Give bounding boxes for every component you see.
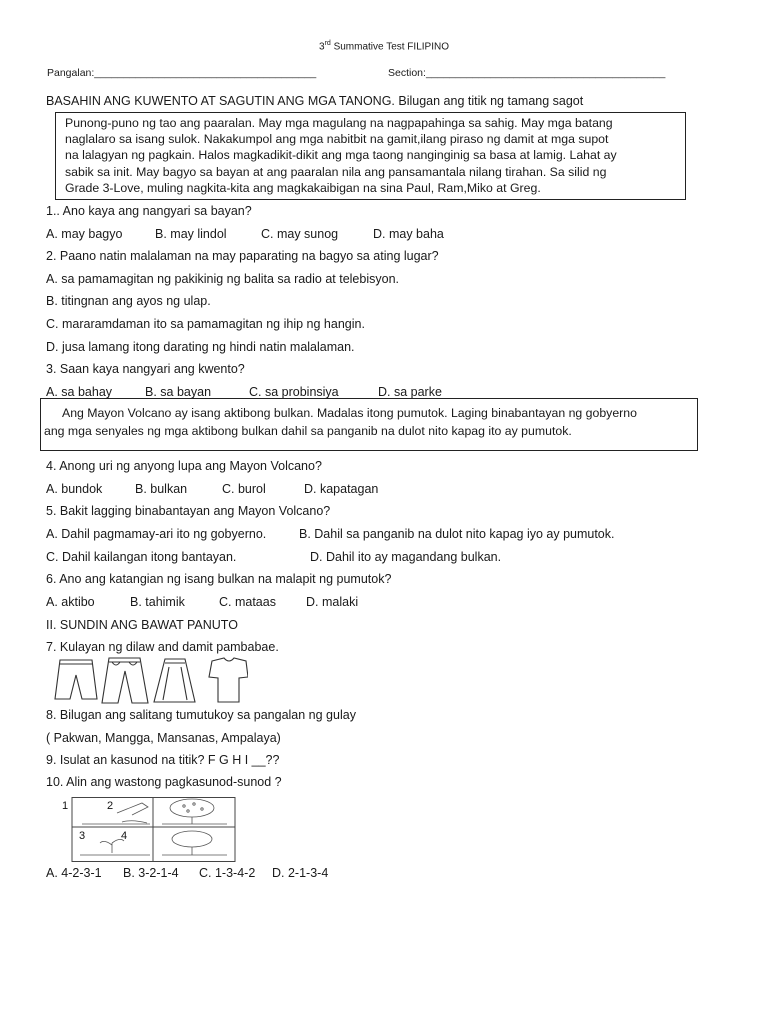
clothing-pictures — [52, 655, 248, 705]
q6-choice-a: A. aktibo — [46, 595, 95, 609]
question-7: 7. Kulayan ng dilaw and damit pambabae. — [46, 640, 279, 654]
question-5: 5. Bakit lagging binabantayan ang Mayon Volcano? — [46, 504, 331, 518]
section-field: Section:_________________________________________ — [388, 67, 666, 79]
q5-choice-b: B. Dahil sa panganib na dulot nito kapag iyo ay pumutok. — [299, 527, 615, 541]
q2-choice-a: A. sa pamamagitan ng pakikinig ng balita sa radio at telebisyon. — [46, 272, 399, 286]
q5-choice-a: A. Dahil pagmamay-ari ito ng gobyerno. — [46, 527, 267, 541]
q1-choice-b: B. may lindol — [155, 227, 227, 241]
q1-choice-d: D. may baha — [373, 227, 444, 241]
q10-choice-b: B. 3-2-1-4 — [123, 866, 179, 880]
name-field: Pangalan:______________________________________ — [47, 67, 317, 79]
grid-label-2: 2 — [107, 800, 114, 812]
tshirt-icon — [209, 658, 248, 702]
q3-choice-a: A. sa bahay — [46, 385, 113, 399]
story-line: sabik sa init. May bagyo sa bayan at ang paaralan nila ang pansamantala nilang tirahan. Sa silid ng — [65, 164, 607, 179]
question-8: 8. Bilugan ang salitang tumutukoy sa pangalan ng gulay — [46, 708, 356, 722]
pants-icon — [102, 658, 148, 703]
question-4: 4. Anong uri ng anyong lupa ang Mayon Volcano? — [46, 459, 322, 473]
q8-word-list: ( Pakwan, Mangga, Mansanas, Ampalaya) — [46, 731, 281, 745]
young-tree-icon — [162, 831, 227, 855]
q5-choice-d: D. Dahil ito ay magandang bulkan. — [310, 550, 502, 564]
q6-choice-b: B. tahimik — [130, 595, 185, 609]
q10-choice-c: C. 1-3-4-2 — [199, 866, 256, 880]
skirt-icon — [154, 659, 195, 702]
grid-label-3: 3 — [79, 830, 86, 842]
question-6: 6. Ano ang katangian ng isang bulkan na malapit ng pumutok? — [46, 572, 392, 586]
instructions: BASAHIN ANG KUWENTO AT SAGUTIN ANG MGA TANONG. Bilugan ang titik ng tamang sagot — [46, 94, 584, 108]
fruit-tree-icon — [162, 799, 227, 824]
question-9: 9. Isulat an kasunod na titik? F G H I __?? — [46, 753, 280, 767]
q10-choice-d: D. 2-1-3-4 — [272, 866, 329, 880]
q2-choice-b: B. titingnan ang ayos ng ulap. — [46, 294, 211, 308]
question-2: 2. Paano natin malalaman na may paparating na bagyo sa ating lugar? — [46, 249, 439, 263]
seedling-icon — [80, 839, 150, 855]
q4-choice-a: A. bundok — [46, 482, 103, 496]
question-1: 1.. Ano kaya ang nangyari sa bayan? — [46, 204, 252, 218]
story-line: Grade 3-Love, muling nagkita-kita ang magkakaibigan na sina Paul, Ram,Miko at Greg. — [65, 180, 541, 195]
test-title: 3rd Summative Test FILIPINO — [319, 40, 449, 53]
story-box-1 — [55, 112, 686, 200]
story-line: Ang Mayon Volcano ay isang aktibong bulkan. Madalas itong pumutok. Laging binabantayan ng gobyerno — [62, 406, 637, 420]
grid-label-4: 4 — [121, 830, 128, 842]
q10-choice-a: A. 4-2-3-1 — [46, 866, 102, 880]
q6-choice-d: D. malaki — [306, 595, 359, 609]
q3-choice-b: B. sa bayan — [145, 385, 212, 399]
q4-choice-b: B. bulkan — [135, 482, 188, 496]
q3-choice-c: C. sa probinsiya — [249, 385, 339, 399]
sequence-picture-grid — [62, 797, 236, 863]
question-10: 10. Alin ang wastong pagkasunod-sunod ? — [46, 775, 282, 789]
part-2-heading: II. SUNDIN ANG BAWAT PANUTO — [46, 618, 238, 632]
question-3: 3. Saan kaya nangyari ang kwento? — [46, 362, 245, 376]
q2-choice-d: D. jusa lamang itong darating ng hindi natin malalaman. — [46, 340, 355, 354]
q6-choice-c: C. mataas — [219, 595, 276, 609]
q4-choice-c: C. burol — [222, 482, 266, 496]
q1-choice-a: A. may bagyo — [46, 227, 123, 241]
story-line: naglalaro sa isang sulok. Nakakumpol ang mga nabitbit na gamit,ilang piraso ng damit at mga supot — [65, 132, 609, 147]
story-box-2 — [40, 398, 698, 451]
story-line: na lalagyan ng pagkain. Halos magkadikit-dikit ang mga taong nanginginig sa basa at lamig. Lahat ay — [65, 148, 617, 163]
story-line: ang mga senyales ng mga aktibong bulkan dahil sa panganib na dulot nito kapag ito ay pumutok. — [44, 424, 572, 438]
q4-choice-d: D. kapatagan — [304, 482, 379, 496]
hand-planting-icon — [82, 803, 150, 824]
q5-choice-c: C. Dahil kailangan itong bantayan. — [46, 550, 237, 564]
q3-choice-d: D. sa parke — [378, 385, 442, 399]
shorts-icon — [55, 660, 97, 699]
q1-choice-c: C. may sunog — [261, 227, 339, 241]
q2-choice-c: C. mararamdaman ito sa pamamagitan ng ihip ng hangin. — [46, 317, 365, 331]
grid-label-1: 1 — [62, 800, 69, 812]
story-line: Punong-puno ng tao ang paaralan. May mga magulang na nagpapahinga sa sahig. May mga batang — [65, 116, 613, 130]
